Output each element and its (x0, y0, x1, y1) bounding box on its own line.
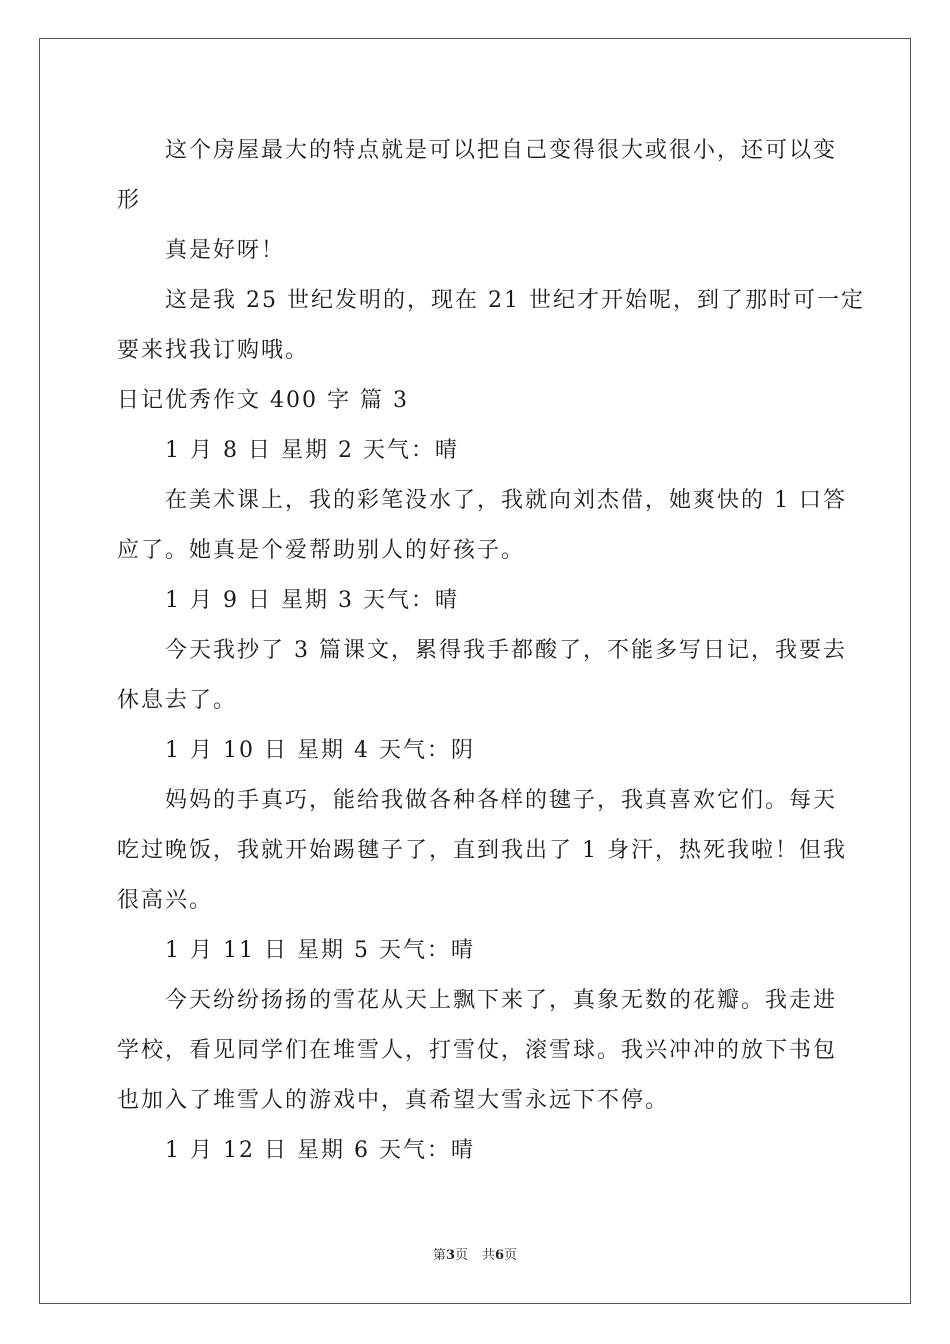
section-heading: 日记优秀作文 400 字 篇 3 (117, 388, 409, 413)
text-line: 妈妈的手真巧，能给我做各种各样的毽子，我真喜欢它们。每天 (165, 788, 838, 813)
text-line: 吃过晚饭，我就开始踢毽子了，直到我出了 1 身汗，热死我啦！但我 (117, 838, 847, 863)
diary-date-line: 1 月 10 日 星期 4 天气：阴 (165, 738, 475, 763)
text-line: 这个房屋最大的特点就是可以把自己变得很大或很小，还可以变 (165, 138, 838, 163)
document-body (117, 126, 865, 1176)
text-line: 要来找我订购哦。 (117, 338, 310, 363)
text-line: 今天纷纷扬扬的雪花从天上飘下来了，真象无数的花瓣。我走进 (165, 988, 838, 1013)
diary-date-line: 1 月 8 日 星期 2 天气：晴 (165, 438, 459, 463)
text-line: 今天我抄了 3 篇课文，累得我手都酸了，不能多写日记，我要去 (165, 638, 847, 663)
text-line: 很高兴。 (117, 888, 214, 913)
text-line: 形 (117, 188, 142, 213)
page-footer (0, 1248, 950, 1264)
diary-date-line: 1 月 12 日 星期 6 天气：晴 (165, 1138, 475, 1163)
diary-date-line: 1 月 11 日 星期 5 天气：晴 (165, 938, 475, 963)
diary-date-line: 1 月 9 日 星期 3 天气：晴 (165, 588, 459, 613)
text-line: 学校，看见同学们在堆雪人，打雪仗，滚雪球。我兴冲冲的放下书包 (117, 1038, 838, 1063)
text-line: 在美术课上，我的彩笔没水了，我就向刘杰借，她爽快的 1 口答 (165, 488, 847, 513)
text-line: 这是我 25 世纪发明的，现在 21 世纪才开始呢，到了那时可一定 (165, 288, 865, 313)
page-total: 共6页 (482, 1248, 518, 1263)
text-line: 应了。她真是个爱帮助别人的好孩子。 (117, 538, 526, 563)
text-line: 真是好呀！ (165, 238, 286, 263)
text-line: 也加入了堆雪人的游戏中，真希望大雪永远下不停。 (117, 1088, 670, 1113)
page-number: 第3页 (432, 1248, 468, 1263)
text-line: 休息去了。 (117, 688, 238, 713)
